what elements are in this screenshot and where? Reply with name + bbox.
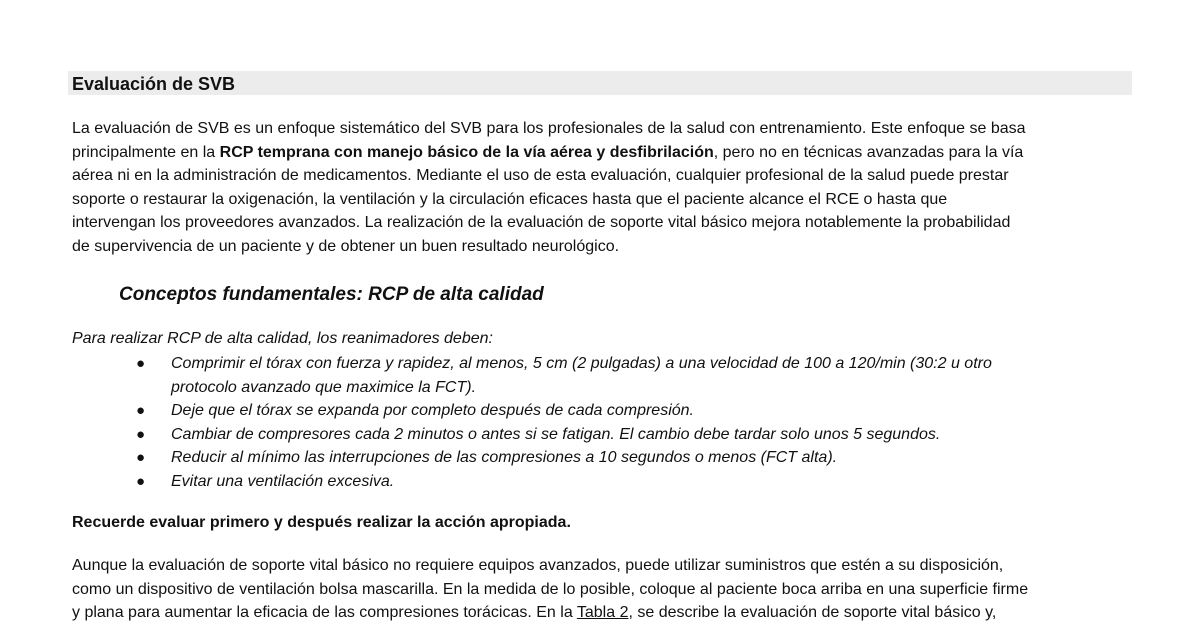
bullet-icon: ●	[136, 355, 146, 372]
bullet-icon: ●	[136, 425, 146, 443]
intro-line-5: intervengan los proveedores avanzados. La realización de la evaluación de soporte vital básico mejora notablemente la probabilidad	[72, 214, 1011, 231]
intro-paragraph	[72, 117, 1142, 258]
list-item	[0, 470, 1200, 494]
bullet-icon: ●	[136, 402, 146, 419]
section-header	[68, 71, 1132, 95]
list-intro: Para realizar RCP de alta calidad, los reanimadores deben:	[72, 330, 493, 347]
body2-line-3	[72, 601, 1142, 625]
list-item-line: Cambiar de compresores cada 2 minutos o antes si se fatigan. El cambio debe tardar solo unos 5 segundos.	[171, 425, 941, 443]
body2-line-3-post: , se describe la evaluación de soporte vital básico y,	[628, 604, 997, 621]
bullet-icon: ●	[136, 449, 146, 466]
reminder-text: Recuerde evaluar primero y después realizar la acción apropiada.	[72, 514, 571, 531]
section-title: Evaluación de SVB	[72, 74, 236, 94]
body2-line-3-pre: y plana para aumentar la eficacia de las compresiones torácicas. En la	[72, 604, 577, 621]
list-item-line: Deje que el tórax se expanda por completo después de cada compresión.	[171, 402, 694, 419]
list-item	[0, 446, 1200, 470]
list-item	[0, 399, 1200, 423]
subheading: Conceptos fundamentales: RCP de alta calidad	[119, 284, 544, 305]
body2-line-1: Aunque la evaluación de soporte vital básico no requiere equipos avanzados, puede utilizar suministros que estén a su disposición,	[72, 557, 1004, 574]
list-item	[0, 352, 1200, 399]
body-paragraph-2	[72, 554, 1142, 625]
list-item-line: Evitar una ventilación excesiva.	[171, 472, 395, 490]
intro-line-4: soporte o restaurar la oxigenación, la ventilación y la circulación eficaces hasta que el paciente alcance el RCE o hasta que	[72, 190, 948, 208]
bullet-icon: ●	[136, 472, 146, 490]
list-item-line: protocolo avanzado que maximice la FCT).	[171, 378, 477, 396]
list-item-line: Reducir al mínimo las interrupciones de las compresiones a 10 segundos o menos (FCT alta).	[171, 449, 838, 466]
bullet-list	[0, 352, 1200, 493]
intro-line-6: de supervivencia de un paciente y de obtener un buen resultado neurológico.	[72, 237, 620, 255]
list-item-line: Comprimir el tórax con fuerza y rapidez, al menos, 5 cm (2 pulgadas) a una velocidad de 100 a 120/min (30:2 u otro	[171, 355, 992, 372]
intro-line-3: aérea ni en la administración de medicamentos. Mediante el uso de esta evaluación, cualquier profesional de la salud puede prestar	[72, 167, 1009, 184]
body2-line-2: como un dispositivo de ventilación bolsa mascarilla. En la medida de lo posible, coloque al paciente boca arriba en una superficie firme	[72, 580, 1029, 598]
intro-line-2-pre: principalmente en la	[72, 143, 220, 161]
list-item	[0, 423, 1200, 447]
intro-line-2-post: , pero no en técnicas avanzadas para la vía	[713, 143, 1024, 161]
intro-bold-phrase: RCP temprana con manejo básico de la vía aérea y desfibrilación	[219, 143, 714, 161]
tabla-2-link[interactable]: Tabla 2	[576, 604, 629, 621]
intro-line-2	[72, 141, 1142, 165]
intro-line-1: La evaluación de SVB es un enfoque sistemático del SVB para los profesionales de la salud con entrenamiento. Este enfoque se basa	[72, 120, 1026, 137]
